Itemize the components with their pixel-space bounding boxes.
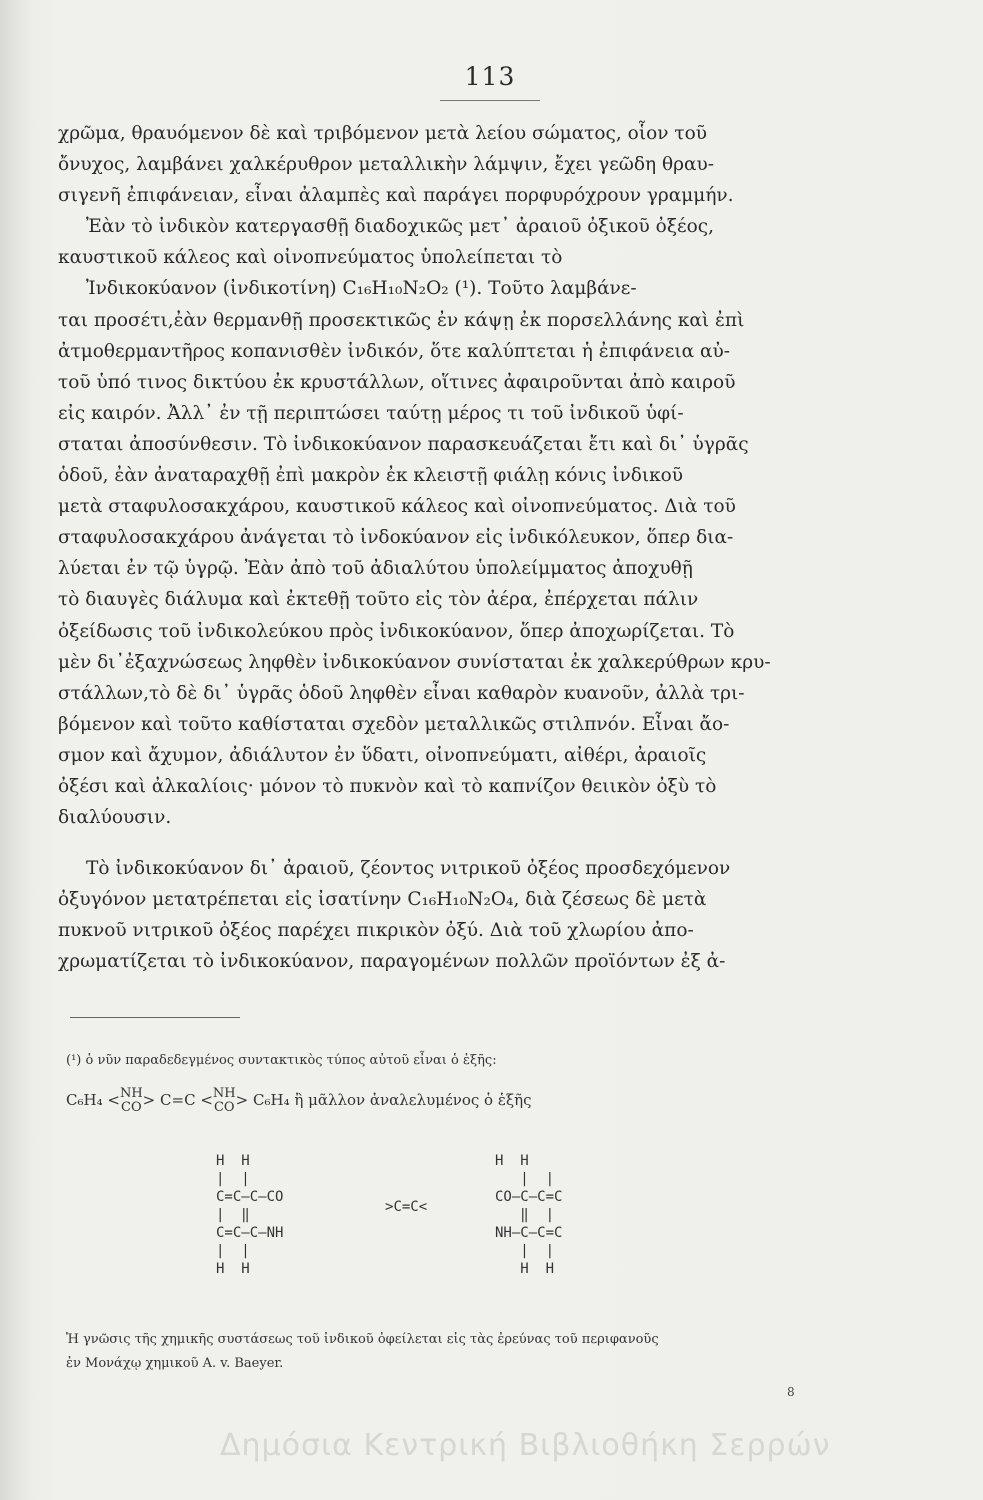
structure-middle: >C=C< bbox=[385, 1199, 428, 1215]
text-line: εἰς καιρόν. Ἀλλ᾽ ἐν τῇ περιπτώσει ταύτῃ μέρος τι τοῦ ἰνδικοῦ ὑφί- bbox=[58, 402, 684, 424]
text-line: Ἐὰν τὸ ἰνδικὸν κατεργασθῇ διαδοχικῶς μετ᾽ ἀραιοῦ ὀξικοῦ ὀξέος, bbox=[86, 216, 714, 238]
text-line: ὀξέσι καὶ ἀλκαλίοις· μόνον τὸ πυκνὸν καὶ τὸ καπνίζον θειικὸν ὀξὺ τὸ bbox=[58, 775, 717, 797]
text-line: σταφυλοσακχάρου ἀνάγεται τὸ ἰνδοκύανον εἰς ἰνδικόλευκον, ὅπερ δια- bbox=[58, 527, 734, 549]
text-line: στάλλων,τὸ δὲ δι᾽ ὑγρᾶς ὁδοῦ ληφθὲν εἶναι καθαρὸν κυανοῦν, ἀλλὰ τρι- bbox=[58, 682, 745, 704]
text-line: χρωματίζεται τὸ ἰνδικοκύανον, παραγομένων πολλῶν προϊόντων ἐξ ἀ- bbox=[58, 951, 726, 973]
text-line: σμον καὶ ἄχυμον, ἀδιάλυτον ἐν ὕδατι, οἰνοπνεύματι, αἰθέρι, ἀραιοῖς bbox=[58, 744, 707, 766]
text-line: καυστικοῦ κάλεος καὶ οἰνοπνεύματος ὑπολείπεται τὸ bbox=[58, 247, 563, 269]
footnote-closing-2: ἐν Μονάχῳ χημικοῦ A. v. Baeyer. bbox=[66, 1356, 284, 1371]
footnote-intro: (¹) ὁ νῦν παραδεδεγμένος συντακτικὸς τύπος αὐτοῦ εἶναι ὁ ἑξῆς: bbox=[66, 1053, 497, 1068]
text-line: τὸ διαυγὲς διάλυμα καὶ ἐκτεθῇ τοῦτο εἰς τὸν ἀέρα, ἐπέρχεται πάλιν bbox=[58, 589, 699, 611]
text-line: βόμενον καὶ τοῦτο καθίσταται σχεδὸν μεταλλικῶς στιλπνόν. Εἶναι ἄο- bbox=[58, 713, 730, 735]
text-line: ὄνυχος, λαμβάνει χαλκέρυθρον μεταλλικὴν λάμψιν, ἔχει γεῶδη θραυ- bbox=[58, 154, 714, 176]
structure-right: H H | | CO—C—C=C ‖ | NH—C—C=C | | H H bbox=[495, 1153, 563, 1277]
text-line: Τὸ ἰνδικοκύανον δι᾽ ἀραιοῦ, ζέοντος νιτρικοῦ ὀξέος προσδεχόμενον bbox=[86, 858, 731, 880]
structure-left: H H | | C=C—C—CO | ‖ C=C—C—NH | | H H bbox=[216, 1153, 284, 1277]
signature-mark: 8 bbox=[787, 1385, 795, 1399]
text-line: σταται ἀποσύνθεσιν. Τὸ ἰνδικοκύανον παρασκευάζεται ἔτι καὶ δι᾽ ὑγρᾶς bbox=[58, 433, 749, 455]
formula-right: C₆H₄ ἢ μᾶλλον ἀναλελυμένος ὁ ἑξῆς bbox=[253, 1091, 532, 1109]
text-line: σιγενῆ ἐπιφάνειαν, εἶναι ἀλαμπὲς καὶ παράγει πορφυρόχρουν γραμμήν. bbox=[58, 185, 734, 207]
footnote-rule bbox=[70, 1017, 240, 1018]
text-line: διαλύουσιν. bbox=[58, 807, 172, 829]
formula-left: C₆H₄ bbox=[66, 1091, 103, 1109]
formula-stack: NH CO bbox=[119, 1086, 143, 1115]
header-rule bbox=[440, 100, 540, 101]
formula-stack: NH CO bbox=[212, 1086, 236, 1115]
structural-formula: C₆H₄ <NH CO> C=C <NH CO> C₆H₄ ἢ μᾶλλον ἀναλελυμένος ὁ ἑξῆς bbox=[66, 1086, 532, 1115]
text-line: λύεται ἐν τῷ ὑγρῷ. Ἐὰν ἀπὸ τοῦ ἀδιαλύτου ὑπολείμματος ἀποχυθῇ bbox=[58, 558, 693, 580]
text-line: πυκνοῦ νιτρικοῦ ὀξέος παρέχει πικρικὸν ὀξύ. Διὰ τοῦ χλωρίου ἀπο- bbox=[58, 920, 694, 942]
text-line: μὲν δι᾽ἐξαχνώσεως ληφθὲν ἰνδικοκύανον συνίσταται ἐκ χαλκερύθρων κρυ- bbox=[58, 651, 771, 673]
text-line: χρῶμα, θραυόμενον δὲ καὶ τριβόμενον μετὰ λείου σώματος, οἷον τοῦ bbox=[58, 123, 707, 144]
text-line: ὁδοῦ, ἐὰν ἀναταραχθῇ ἐπὶ μακρὸν ἐκ κλειστῇ φιάλῃ κόνις ἰνδικοῦ bbox=[58, 465, 684, 487]
text-line: ἀτμοθερμαντῆρος κοπανισθὲν ἰνδικόν, ὅτε καλύπτεται ἡ ἐπιφάνεια αὐ- bbox=[58, 340, 730, 362]
text-line: τοῦ ὑπό τινος δικτύου ἐκ κρυστάλλων, οἵτινες ἀφαιροῦνται ἀπὸ καιροῦ bbox=[58, 371, 736, 393]
page-number: 113 bbox=[464, 62, 516, 91]
library-watermark: Δημόσια Κεντρική Βιβλιοθήκη Σερρών bbox=[220, 1428, 831, 1463]
section-heading-line: Ἰνδικοκύανον (ἰνδικοτίνη) C₁₆H₁₀N₂O₂ (¹). Τοῦτο λαμβάνε- bbox=[86, 278, 637, 300]
body-text bbox=[58, 118, 920, 978]
text-line: ὀξυγόνον μετατρέπεται εἰς ἰσατίνην C₁₆H₁₀N₂O₄, διὰ ζέσεως δὲ μετὰ bbox=[58, 889, 707, 911]
text-line: ὀξείδωσις τοῦ ἰνδικολεύκου πρὸς ἰνδικοκύανον, ὅπερ ἀποχωρίζεται. Τὸ bbox=[58, 620, 735, 642]
text-line: ται προσέτι,ἐὰν θερμανθῇ προσεκτικῶς ἐν κάψῃ ἐκ πορσελλάνης καὶ ἐπὶ bbox=[58, 309, 745, 331]
text-line: μετὰ σταφυλοσακχάρου, καυστικοῦ κάλεος καὶ οἰνοπνεύματος. Διὰ τοῦ bbox=[58, 496, 736, 518]
footnote-closing: Ἡ γνῶσις τῆς χημικῆς συστάσεως τοῦ ἰνδικοῦ ὀφείλεται εἰς τὰς ἐρεύνας τοῦ περιφανοῦς bbox=[66, 1332, 659, 1347]
formula-mid: C=C bbox=[160, 1091, 196, 1109]
